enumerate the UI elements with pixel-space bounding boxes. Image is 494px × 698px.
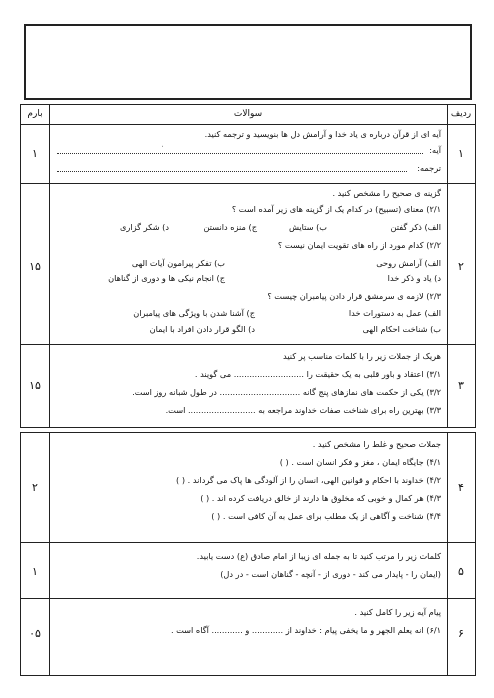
- question-3-row: [20, 344, 476, 428]
- q2-row-number: ۲: [458, 260, 464, 273]
- exam-header-box: [24, 24, 472, 100]
- q1-ayah-answer-line[interactable]: [57, 153, 423, 154]
- q4-prompt: جملات صحیح و غلط را مشخص کنید .: [312, 439, 441, 449]
- q2-2-option-c[interactable]: ج) انجام نیکی ها و دوری از گناهان: [108, 273, 225, 283]
- q2-1-option-d[interactable]: د) شکر گزاری: [120, 222, 169, 232]
- q4-item-4: ۴/۴) شناخت و آگاهی از یک مطلب برای عمل به آن کافی است . ( ): [211, 511, 441, 521]
- q2-score: ۱۵: [29, 260, 41, 273]
- q2-2-option-d[interactable]: د) یاد و ذکر خدا: [387, 273, 441, 283]
- question-1-row: [20, 124, 476, 184]
- q1-score: ۱: [32, 147, 38, 160]
- question-2-row: [20, 183, 476, 345]
- q1-ayah-label: آیه:: [429, 145, 441, 155]
- q6-score: ۰۵: [29, 627, 41, 640]
- q4-row-number: ۴: [458, 481, 464, 494]
- q2-3-stem: ۲/۳) لازمه ی سرمشق قرار دادن پیامبران چیست ؟: [267, 291, 441, 301]
- q3-item-2: ۳/۲) یکی از حکمت های نمازهای پنج گانه ............................... در طول شبانه روز است.: [132, 387, 441, 397]
- q6-prompt: پیام آیه زیر را کامل کنید .: [354, 607, 441, 617]
- q2-prompt: گزینه ی صحیح را مشخص کنید .: [332, 188, 441, 198]
- header-score: بارم: [27, 109, 43, 119]
- q3-row-number: ۳: [458, 379, 464, 392]
- q2-2-stem: ۲/۲) کدام مورد از راه های تقویت ایمان نیست ؟: [277, 240, 441, 250]
- q4-item-1: ۴/۱) جایگاه ایمان ، مغز و فکر انسان است . ( ): [279, 457, 441, 467]
- q2-1-option-c[interactable]: ج) منزه دانستن: [203, 222, 257, 232]
- q2-3-option-d[interactable]: د) الگو قرار دادن افراد با ایمان: [149, 324, 255, 334]
- q2-1-option-a[interactable]: الف) ذکر گفتن: [390, 222, 441, 232]
- q1-translation-answer-line[interactable]: [57, 171, 407, 172]
- question-6-row: [20, 598, 476, 676]
- q1-translation-label: ترجمه:: [417, 163, 441, 173]
- q2-2-option-a[interactable]: الف) آرامش روحی: [376, 258, 441, 268]
- q2-3-option-b[interactable]: ب) شناخت احکام الهی: [362, 324, 441, 334]
- q5-score: ۱: [32, 565, 38, 578]
- q5-prompt: کلمات زیر را مرتب کنید تا به جمله ای زیبا از امام صادق (ع) دست یابید.: [196, 551, 441, 561]
- question-4-row: [20, 432, 476, 543]
- q3-item-3: ۳/۳) بهترین راه برای شناخت صفات خداوند مراجعه به .......................... است.: [165, 405, 441, 415]
- header-row: ردیف: [450, 109, 472, 119]
- question-5-row: [20, 542, 476, 599]
- q4-item-3: ۴/۳) هر کمال و خوبی که مخلوق ها دارند از خالق دریافت کرده اند . ( ): [200, 493, 441, 503]
- table-header-row: [20, 104, 476, 125]
- q2-3-option-c[interactable]: ج) آشنا شدن با ویژگی های پیامبران: [133, 308, 255, 318]
- q4-item-2: ۴/۲) خداوند با احکام و قوانین الهی، انسان را از آلودگی ها پاک می گرداند . ( ): [176, 475, 441, 485]
- q3-item-1: ۳/۱) اعتقاد و باور قلبی به یک حقیقت را ........................... می گویند .: [194, 369, 441, 379]
- q2-2-option-b[interactable]: ب) تفکر پیرامون آیات الهی: [131, 258, 225, 268]
- q3-prompt: هریک از جملات زیر را با کلمات مناسب پر کنید: [283, 351, 441, 361]
- q1-prompt: آیه ای از قرآن درباره ی یاد خدا و آرامش دل ها بنویسید و ترجمه کنید.: [204, 129, 441, 139]
- q5-word-list: (ایمان را - پایدار می کند - دوری از - آنچه - گناهان است - در دل): [220, 569, 441, 579]
- header-questions: سوالات: [233, 109, 263, 119]
- q3-score: ۱۵: [29, 379, 41, 392]
- q1-dot-mark: ۰: [161, 143, 165, 150]
- q1-row-number: ۱: [458, 147, 464, 160]
- q4-score: ۲: [32, 481, 38, 494]
- q2-1-stem: ۲/۱) معنای (تسبیح) در کدام یک از گزینه های زیر آمده است ؟: [231, 204, 441, 214]
- q6-line: ۶/۱) انه یعلم الجهر و ما یخفی پیام : خداوند از ............ و ............ آگاه است .: [170, 625, 441, 635]
- q5-row-number: ۵: [458, 565, 464, 578]
- q2-3-option-a[interactable]: الف) عمل به دستورات خدا: [348, 308, 441, 318]
- q2-1-option-b[interactable]: ب) ستایش: [288, 222, 327, 232]
- q6-row-number: ۶: [458, 627, 464, 640]
